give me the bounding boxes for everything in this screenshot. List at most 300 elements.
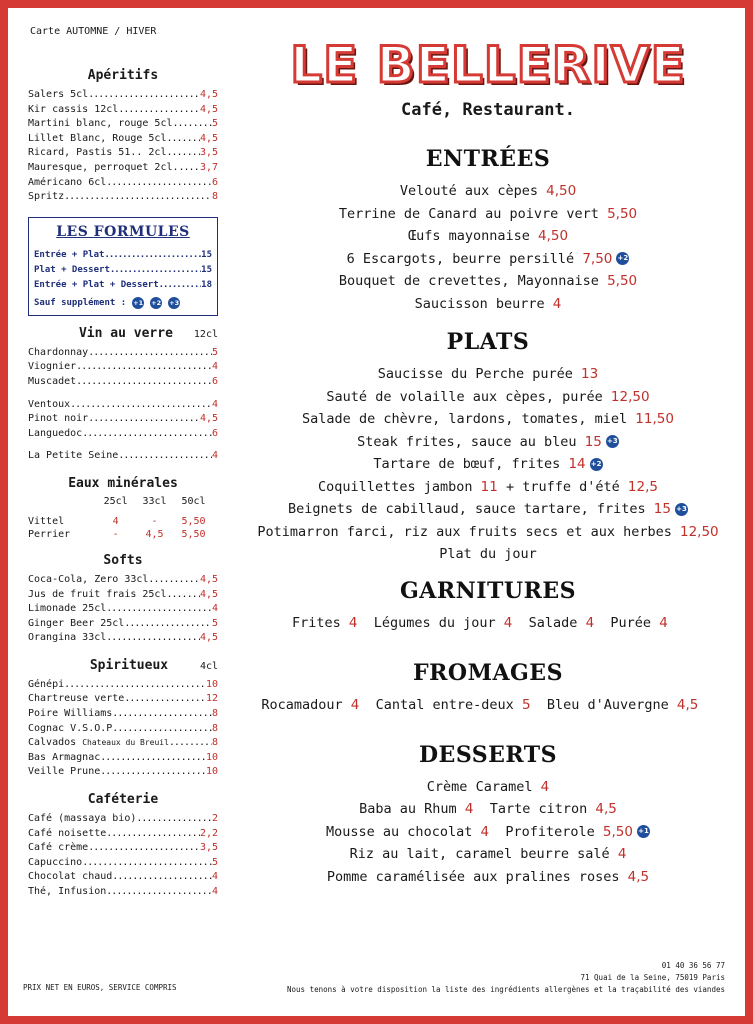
dish-price: 5	[521, 696, 531, 713]
footer-allergens: Nous tenons à votre disposition la liste des ingrédients allergènes et la traçabilité des viandes	[287, 985, 725, 994]
list-item	[28, 588, 218, 603]
item-price: 15	[201, 264, 212, 275]
dish-name: 6 Escargots, beurre persillé	[346, 250, 575, 267]
dish-price: 5,50	[607, 205, 638, 222]
inline-item	[376, 697, 531, 713]
softs-title: Softs	[103, 552, 143, 568]
item-name: Languedoc	[28, 427, 83, 439]
eaux-price: -	[151, 515, 158, 527]
dish-name: Mousse au chocolat	[326, 823, 473, 840]
dish-name: Coquillettes jambon	[318, 478, 473, 495]
list-item	[28, 449, 218, 464]
item-name: La Petite Seine	[28, 450, 119, 462]
dot-leader	[136, 812, 212, 827]
eaux-title: Eaux minérales	[68, 475, 178, 491]
dot-leader	[118, 103, 200, 118]
formules-list	[34, 248, 212, 293]
list-item	[238, 225, 738, 248]
list-item	[34, 248, 212, 263]
aperitifs-list	[28, 88, 218, 205]
dish-name: Pomme caramélisée aux pralines roses	[326, 868, 620, 885]
list-item	[238, 248, 738, 271]
vin-list-3	[28, 449, 218, 464]
item-name: Orangina 33cl	[28, 632, 107, 644]
dish-name: Tartare de bœuf, frites	[373, 456, 561, 472]
item-price: 6	[211, 427, 218, 439]
item-price: 5	[211, 118, 218, 130]
dot-leader	[159, 278, 202, 293]
dish-name: Saucisse du Perche purée	[377, 366, 573, 382]
item-price: 4,5	[199, 588, 218, 600]
item-price: 12	[205, 693, 218, 705]
dish-price: 4	[464, 801, 474, 817]
item-price: 3,7	[199, 161, 218, 173]
list-item	[238, 521, 738, 544]
item-name: Kir cassis 12cl	[28, 103, 119, 115]
list-item	[28, 617, 218, 632]
eaux-price: 4,5	[145, 528, 164, 540]
dot-leader	[82, 427, 212, 442]
item-price: 15	[201, 249, 212, 260]
list-item	[34, 263, 212, 278]
list-item	[238, 408, 738, 431]
item-name: Thé, Infusion	[28, 886, 107, 897]
item-price: 4,5	[199, 573, 218, 585]
item-price: 4	[211, 886, 218, 897]
dot-leader	[64, 190, 212, 205]
dish-price: 15	[584, 433, 602, 450]
item-price: 4,5	[199, 132, 218, 144]
item-name: Cognac V.S.O.P	[28, 722, 113, 734]
dot-leader	[106, 602, 212, 617]
dot-leader	[106, 827, 200, 842]
dot-leader	[82, 856, 212, 871]
cafeterie-section	[28, 792, 218, 900]
supplement-badge: +2	[616, 252, 629, 265]
plats-title: PLATS	[446, 329, 530, 355]
dish-price: 4	[585, 614, 595, 631]
dish-price: 7,50	[582, 250, 613, 267]
dish-name: Frites	[291, 614, 341, 631]
list-item	[28, 602, 218, 617]
eaux-col-33: 33cl	[142, 495, 167, 507]
dish-name: Bleu d'Auvergne	[546, 696, 669, 713]
item-price: 4	[211, 361, 218, 373]
list-item	[28, 751, 218, 766]
list-item	[28, 827, 218, 842]
item-price: 8	[211, 708, 218, 720]
item-name: Mauresque, perroquet 2cl.	[28, 161, 179, 173]
dish-name: Saucisson beurre	[414, 295, 545, 312]
item-name: Calvados	[28, 737, 77, 749]
item-name: Poire Williams	[28, 708, 113, 720]
item-price: 8	[211, 191, 218, 203]
footer-prices-note: PRIX NET EN EUROS, SERVICE COMPRIS	[23, 983, 177, 992]
list-item	[28, 117, 218, 132]
dish-price: 12,5	[627, 478, 658, 495]
cafeterie-list	[28, 812, 218, 900]
dish-price: 4	[348, 614, 358, 631]
list-item	[28, 692, 218, 707]
item-name: Veille Prune	[28, 766, 101, 778]
list-item	[238, 203, 738, 226]
dot-leader	[106, 176, 212, 191]
table-row	[28, 528, 213, 541]
item-price: 6	[211, 176, 218, 188]
spiritueux-title: Spiritueux	[89, 657, 169, 673]
list-item	[238, 798, 738, 821]
restaurant-subtitle: Café, Restaurant.	[401, 100, 575, 120]
eaux-price: 5,50	[181, 515, 206, 527]
dish-price: 11	[480, 478, 498, 495]
dish-price: 4	[480, 823, 490, 840]
dish-name: Cantal entre-deux	[375, 696, 514, 713]
item-name: Bas Armagnac	[28, 751, 101, 763]
dish-price: 4	[552, 295, 562, 312]
formules-title: LES FORMULES	[56, 223, 190, 240]
dish-price: 11,50	[635, 411, 674, 427]
list-item	[28, 103, 218, 118]
dish-name: Œufs mayonnaise	[407, 228, 530, 244]
food-column	[238, 36, 738, 888]
drinks-column	[28, 68, 218, 912]
dish-name: Légumes du jour	[373, 614, 496, 631]
item-price: 8	[211, 737, 218, 749]
eaux-price: -	[112, 528, 119, 540]
dish-name: Salade de chèvre, lardons, tomates, miel	[302, 411, 628, 427]
dot-leader	[100, 751, 206, 766]
dot-leader	[70, 398, 212, 413]
dish-name: Plat du jour	[439, 546, 537, 562]
dot-leader	[100, 765, 206, 780]
fromages-line	[238, 694, 738, 716]
eaux-price: 4	[112, 515, 119, 527]
list-item	[28, 573, 218, 588]
dot-leader	[64, 678, 206, 693]
spiritueux-list	[28, 678, 218, 780]
item-price: 5	[211, 856, 218, 868]
list-item	[238, 453, 738, 476]
dot-leader	[112, 722, 212, 737]
inline-item	[610, 615, 667, 631]
list-item	[28, 765, 218, 780]
list-item	[28, 736, 218, 751]
desserts-list	[238, 776, 738, 889]
item-price: 4	[211, 398, 218, 410]
dot-leader	[166, 146, 199, 161]
dot-leader	[76, 375, 212, 390]
dot-leader	[124, 617, 212, 632]
inline-item	[261, 697, 359, 713]
eaux-col-25: 25cl	[103, 495, 128, 507]
list-item	[28, 678, 218, 693]
item-price: 2	[211, 813, 218, 825]
list-item	[28, 398, 218, 413]
entrees-list	[238, 180, 738, 315]
list-item	[28, 176, 218, 191]
item-name: Ventoux	[28, 398, 71, 410]
inline-item	[292, 615, 358, 631]
dish-price: 4	[659, 614, 668, 631]
dish-name: Velouté aux cèpes	[399, 183, 538, 199]
dish-price: 4,5	[627, 868, 650, 885]
list-item	[28, 146, 218, 161]
vin-header	[28, 326, 218, 346]
item-name: Coca-Cola, Zero 33cl	[28, 573, 149, 585]
dish-name: Riz au lait, caramel beurre salé	[349, 846, 610, 862]
supplement-badge: +2	[590, 458, 603, 471]
dish-name: Crème Caramel	[426, 778, 533, 795]
dot-leader	[112, 707, 212, 722]
item-name: Viognier	[28, 361, 77, 373]
item-name: Génépi	[28, 678, 65, 690]
item-price: 5	[211, 346, 218, 358]
dish-name: Purée	[610, 614, 652, 631]
dot-leader	[106, 631, 200, 646]
list-item	[28, 375, 218, 390]
garnitures-line	[238, 612, 738, 634]
dish-name: Steak frites, sauce au bleu	[357, 433, 577, 450]
dot-leader	[124, 692, 206, 707]
eaux-table	[28, 496, 213, 541]
list-item	[28, 870, 218, 885]
list-item	[238, 843, 738, 866]
dish-price: 5,50	[607, 273, 638, 289]
list-item	[28, 161, 218, 176]
list-item	[28, 412, 218, 427]
item-price: 5	[211, 617, 218, 629]
item-name: Spritz	[28, 191, 65, 203]
item-name: Chocolat chaud	[28, 871, 113, 883]
dish-name: Sauté de volaille aux cèpes, purée	[326, 388, 603, 405]
vin-list-2	[28, 398, 218, 442]
list-item	[28, 427, 218, 442]
list-item	[238, 180, 738, 203]
vin-title: Vin au verre	[78, 325, 173, 341]
spiritueux-header	[28, 658, 218, 678]
item-price: 8	[211, 722, 218, 734]
list-item	[238, 476, 738, 499]
dish-name: Tarte citron	[489, 801, 588, 817]
item-price: 10	[205, 766, 218, 778]
dot-leader	[110, 263, 201, 278]
list-item	[28, 631, 218, 646]
dot-leader	[166, 588, 199, 603]
softs-list	[28, 573, 218, 646]
list-item	[238, 363, 738, 386]
list-item	[28, 885, 218, 900]
vin-list-1	[28, 346, 218, 390]
item-name: Café (massaya bio)	[28, 813, 137, 825]
fromages-title: FROMAGES	[413, 659, 563, 686]
dish-price: 12,50	[680, 523, 719, 540]
dot-leader	[88, 841, 200, 856]
dot-leader	[148, 573, 200, 588]
item-name: Plat + Dessert	[34, 264, 110, 275]
inline-item	[547, 697, 699, 713]
dot-leader	[76, 360, 212, 375]
item-name: Lillet Blanc, Rouge 5cl	[28, 132, 167, 144]
item-price: 6	[211, 375, 218, 387]
aperitifs-title: Apéritifs	[87, 68, 159, 83]
dot-leader	[88, 88, 200, 103]
list-item	[238, 821, 738, 844]
item-price: 4,5	[199, 413, 218, 425]
inline-item	[529, 615, 595, 631]
dot-leader	[179, 161, 200, 176]
eaux-name: Vittel	[28, 515, 65, 527]
dish-price: 4	[350, 696, 360, 713]
item-name: Chardonnay	[28, 346, 89, 358]
supplement-row	[34, 297, 212, 309]
dot-leader	[112, 870, 212, 885]
dish-price: 13	[581, 366, 599, 382]
list-item	[28, 190, 218, 205]
dish-name: Potimarron farci, riz aux fruits secs et aux herbes	[257, 523, 672, 540]
dish-price: 4,5	[676, 696, 699, 713]
item-name: Américano 6cl	[28, 176, 107, 188]
dot-leader	[118, 449, 212, 464]
item-name: Chartreuse verte	[28, 693, 125, 705]
dish-price: 4	[617, 846, 627, 862]
dish-price: 4	[503, 614, 513, 631]
item-name: Limonade 25cl	[28, 603, 107, 615]
item-name: Salers 5cl	[28, 89, 89, 100]
supplement-badge-1: +1	[133, 298, 144, 307]
dish-price: 4,5	[595, 801, 617, 817]
garnitures-title: GARNITURES	[399, 577, 577, 604]
item-price: 3,5	[199, 147, 218, 159]
dot-leader	[173, 117, 212, 132]
item-price: 4,5	[199, 632, 218, 644]
list-item	[238, 270, 738, 293]
list-item	[28, 841, 218, 856]
eaux-name: Perrier	[28, 528, 71, 540]
list-item	[34, 278, 212, 293]
vin-section	[28, 326, 218, 464]
item-price: 10	[205, 678, 218, 690]
cafeterie-title: Caféterie	[87, 792, 159, 808]
vin-unit: 12cl	[193, 328, 218, 340]
item-name: Martini blanc, rouge 5cl	[28, 118, 173, 130]
supplement-badge: +3	[675, 503, 688, 516]
item-price: 4	[211, 450, 218, 462]
dish-name: Terrine de Canard au poivre vert	[338, 205, 599, 222]
item-price: 4	[211, 871, 218, 883]
list-item	[238, 543, 738, 566]
dish-name: Bouquet de crevettes, Mayonnaise	[338, 273, 599, 289]
item-name: Jus de fruit frais 25cl	[28, 588, 167, 600]
dish-price: 14	[568, 456, 586, 472]
item-name: Capuccino	[28, 856, 83, 868]
item-price: 4,5	[199, 103, 218, 115]
footer-contact	[287, 960, 725, 996]
softs-section	[28, 553, 218, 646]
footer-address: 71 Quai de la Seine, 75019 Paris	[580, 973, 725, 982]
dot-leader	[104, 248, 201, 263]
footer-phone: 01 40 36 56 77	[661, 961, 725, 970]
formules-box	[28, 217, 218, 316]
dot-leader	[169, 736, 212, 751]
supplement-badge-3: +3	[169, 298, 180, 307]
list-item	[28, 132, 218, 147]
dot-leader	[166, 132, 199, 147]
item-price: 2,2	[199, 827, 218, 839]
list-item	[238, 498, 738, 521]
item-price: 18	[201, 279, 212, 290]
supplement-badge-2: +2	[151, 298, 162, 307]
dot-leader	[88, 346, 212, 361]
item-name: Muscadet	[28, 375, 77, 387]
item-name: Pinot noir	[28, 413, 89, 425]
eaux-col-50: 50cl	[181, 495, 206, 507]
list-item	[238, 386, 738, 409]
list-item	[28, 707, 218, 722]
aperitifs-section	[28, 68, 218, 205]
spiritueux-section	[28, 658, 218, 780]
list-item	[238, 431, 738, 454]
plats-list	[238, 363, 738, 566]
dish-name: Beignets de cabillaud, sauce tartare, frites	[288, 501, 646, 517]
eaux-price: 5,50	[181, 528, 206, 540]
list-item	[28, 346, 218, 361]
dish-price: 4,50	[538, 228, 569, 244]
supplement-badge: +3	[606, 435, 619, 448]
list-item	[28, 88, 218, 103]
dish-name: Baba au Rhum	[359, 801, 457, 817]
supplement-label: Sauf supplément :	[34, 297, 127, 308]
dish-price: 12,50	[610, 388, 650, 405]
item-price: 3,5	[199, 842, 218, 854]
list-item	[238, 866, 738, 889]
dish-suffix: + truffe d'été	[505, 478, 620, 495]
item-name: Café crème	[28, 842, 89, 854]
dish-name: Salade	[528, 614, 578, 631]
item-extra: Chateaux du Breuil	[82, 738, 169, 748]
list-item	[28, 722, 218, 737]
dish-price: 4	[540, 778, 550, 795]
dish-name: Rocamadour	[261, 696, 343, 713]
desserts-title: DESSERTS	[418, 741, 558, 768]
dot-leader	[88, 412, 200, 427]
item-price: 10	[205, 751, 218, 763]
list-item	[238, 293, 738, 316]
item-name: Café noisette	[28, 827, 107, 839]
menu-page	[8, 8, 745, 1016]
season-label: Carte AUTOMNE / HIVER	[30, 26, 157, 37]
dish-price: 15	[653, 501, 671, 517]
entrees-title: ENTRÉES	[425, 146, 551, 172]
eaux-section	[28, 476, 218, 541]
item-price: 4	[211, 603, 218, 615]
item-name: Ginger Beer 25cl	[28, 617, 125, 629]
item-price: 4,5	[199, 89, 218, 100]
list-item	[28, 812, 218, 827]
dish-name: Profiterole	[505, 823, 595, 840]
item-name: Ricard, Pastis 51.. 2cl	[28, 147, 167, 159]
dish-price: 5,50	[602, 823, 633, 840]
dish-price: 4,50	[546, 183, 577, 199]
item-name: Entrée + Plat + Dessert	[34, 279, 159, 290]
table-row	[28, 515, 213, 528]
list-item	[28, 856, 218, 871]
spiritueux-unit: 4cl	[199, 660, 218, 672]
dot-leader	[106, 885, 212, 900]
list-item	[238, 776, 738, 799]
list-item	[28, 360, 218, 375]
inline-item	[374, 615, 513, 631]
supplement-badge: +1	[637, 825, 650, 838]
